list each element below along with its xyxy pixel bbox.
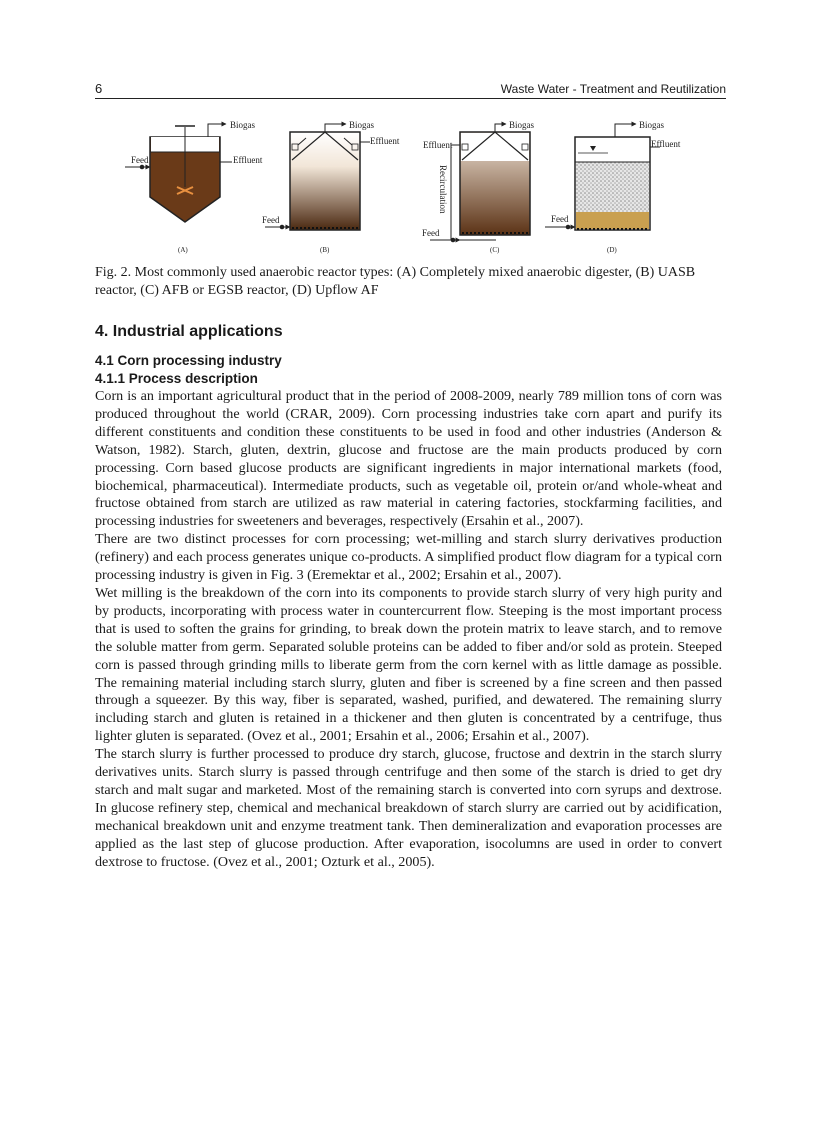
page-number: 6	[95, 81, 103, 96]
biogas-label-d: Biogas	[639, 120, 665, 130]
biogas-label-a: Biogas	[230, 120, 256, 130]
reactor-d	[545, 120, 681, 254]
body-text	[95, 388, 722, 871]
panel-label-d: (D)	[607, 246, 617, 254]
subsection-heading: 4.1 Corn processing industry	[95, 353, 282, 368]
feed-label-b: Feed	[262, 215, 280, 225]
feed-label-a: Feed	[131, 155, 149, 165]
effluent-label-c: Effluent	[423, 140, 453, 150]
effluent-label-d: Effluent	[651, 139, 681, 149]
figure-caption: Fig. 2. Most commonly used anaerobic reactor types: (A) Completely mixed anaerobic digester, (B) UASB reactor, (C) AFB or EGSB reactor, (D) Upflow AF	[95, 265, 696, 298]
subsubsection-heading: 4.1.1 Process description	[95, 371, 258, 386]
feed-label-d: Feed	[551, 214, 569, 224]
paragraph: Corn is an important agricultural product that in the period of 2008-2009, nearly 789 million tons of corn was produced throughout the world (CRAR, 2009). Corn processing industries take corn apart and purify its different constituents and condition these constituents to be used in food and other industries (Anderson & Watson, 1982). Starch, gluten, dextrin, glucose and fructose are the main products produced by corn processing. Corn based glucose products are significant ingredients in major international markets (food, biochemical, pharmaceutical). Intermediate products, such as vegetable oil, protein or/and whole-wheat and fructose obtained from starch are utilized as raw material in catering factories, stockfarming facilities, and processing industries for sweeteners and beverages, respectively (Ersahin et al., 2007).	[95, 388, 722, 530]
reactor-a	[125, 120, 263, 254]
panel-label-a: (A)	[178, 246, 188, 254]
recirculation-label: Recirculation	[438, 165, 448, 214]
biogas-label-b: Biogas	[349, 120, 375, 130]
reactor-c	[422, 120, 534, 254]
paragraph: The starch slurry is further processed to produce dry starch, glucose, fructose and dextrin in the starch slurry derivatives units. Starch slurry is passed through centrifuge and then some of the starch is dried to get dry starch and malt sugar and marketed. Most of the remaining starch is converted into corn syrups and dextrose. In glucose refinery step, chemical and mechanical breakdown of starch slurry are carried out by acidification, mechanical breakdown unit and enzyme treatment tank. Then demineralization and evaporation processes are applied as the last step of glucose production. After evaporation, isocolumns are used in order to convert dextrose to fructose. (Ovez et al., 2001; Ozturk et al., 2005).	[95, 746, 722, 870]
panel-label-c: (C)	[490, 246, 500, 254]
effluent-label-b: Effluent	[370, 136, 400, 146]
reactor-b	[262, 120, 400, 254]
paragraph: Wet milling is the breakdown of the corn into its components to provide starch slurry of very high purity and by products, incorporating with process water in countercurrent flow. Steeping is the most important process that is used to soften the grains for grinding, to break down the protein matrix to leave starch, and to remove the soluble matter from germ. Separated soluble proteins can be added to fiber and/or sold as protein. Steeped corn is passed through grinding mills to liberate germ from the corn kernel with as little damage as possible. The remaining material including starch slurry, gluten and fiber is screened by a fine screen and then passed through a squeezer. By this way, fiber is separated, washed, purified, and dewatered. The remaining slurry including starch and gluten is retained in a thickener and then gluten is concentrated by a centrifuge, thus lighter gluten is separated. (Ovez et al., 2001; Ersahin et al., 2006; Ersahin et al., 2007).	[95, 584, 722, 745]
section-heading: 4. Industrial applications	[95, 323, 283, 340]
reactor-figure	[120, 112, 720, 262]
feed-label-c: Feed	[422, 228, 440, 238]
paragraph: There are two distinct processes for corn processing; wet-milling and starch slurry derivatives production (refinery) and each process generates unique co-products. A simplified product flow diagram for a typical corn processing industry is given in Fig. 3 (Eremektar et al., 2002; Ersahin et al., 2007).	[95, 531, 722, 584]
running-title: Waste Water - Treatment and Reutilization	[500, 82, 726, 96]
biogas-label-c: Biogas	[509, 120, 535, 130]
running-header	[95, 80, 726, 99]
effluent-label-a: Effluent	[233, 155, 263, 165]
panel-label-b: (B)	[320, 246, 330, 254]
